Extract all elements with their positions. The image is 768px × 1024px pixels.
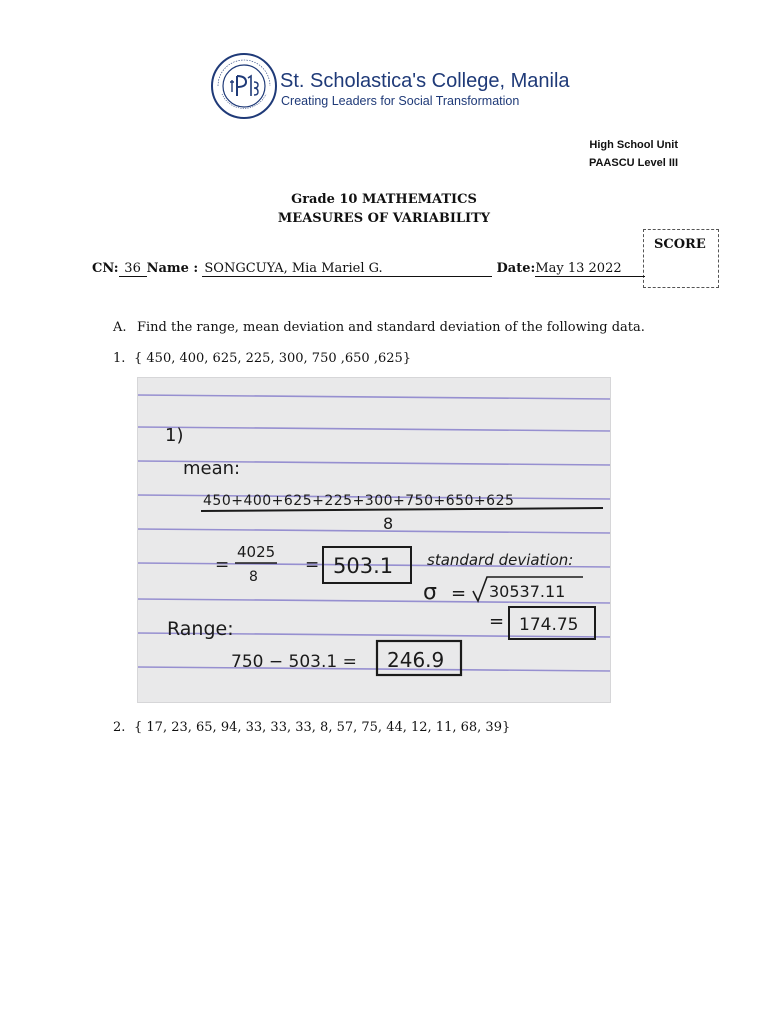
sd-radicand-handwritten: 30537.11	[489, 582, 566, 601]
name-value: SONGCUYA, Mia Mariel G.	[202, 261, 492, 277]
mean-denominator-handwritten: 8	[383, 514, 394, 533]
handwritten-work-photo	[137, 377, 611, 703]
unit-label: High School Unit	[589, 139, 678, 151]
school-name: St. Scholastica's College, Manila	[280, 70, 570, 92]
school-seal-logo	[210, 52, 278, 120]
question-data-set: { 450, 400, 625, 225, 300, 750 ,650 ,625}	[134, 351, 412, 366]
question-number: 1.	[113, 351, 126, 366]
instruction-marker: A.	[113, 320, 127, 335]
school-tagline: Creating Leaders for Social Transformation	[281, 94, 520, 108]
score-label: SCORE	[654, 237, 706, 252]
question-number: 2.	[113, 720, 126, 735]
score-box	[643, 229, 719, 288]
fraction-numerator: 4025	[237, 543, 276, 561]
date-value: May 13 2022	[535, 261, 645, 277]
student-info-line	[92, 261, 645, 277]
equals-sign: =	[489, 611, 505, 632]
equals-sign: =	[305, 555, 320, 575]
equals-sign: =	[451, 583, 467, 604]
fraction-denominator: 8	[249, 569, 258, 585]
range-label-handwritten: Range:	[167, 618, 234, 640]
mean-result-handwritten: 503.1	[333, 554, 394, 578]
mean-numerator-handwritten: 450+400+625+225+300+750+650+625	[203, 493, 515, 509]
sd-label-handwritten: standard deviation:	[427, 551, 574, 569]
question-data-set: { 17, 23, 65, 94, 33, 33, 33, 8, 57, 75, 44, 12, 11, 68, 39}	[134, 720, 511, 735]
range-result-handwritten: 246.9	[387, 648, 445, 672]
equals-sign: =	[215, 555, 230, 575]
sd-result-handwritten: 174.75	[519, 615, 579, 635]
date-label: Date:	[496, 261, 536, 276]
sigma-symbol: σ	[423, 580, 437, 605]
item-number-handwritten: 1)	[165, 425, 184, 446]
range-expression-handwritten: 750 − 503.1 =	[231, 652, 357, 672]
cn-value: 36	[119, 261, 147, 277]
subject-title: Grade 10 MATHEMATICS	[291, 192, 477, 207]
mean-label-handwritten: mean:	[183, 458, 241, 479]
name-label: Name :	[146, 261, 199, 276]
topic-title: MEASURES OF VARIABILITY	[277, 211, 491, 226]
accreditation-label: PAASCU Level III	[588, 157, 678, 169]
cn-label: CN:	[92, 261, 119, 276]
instruction-text: Find the range, mean deviation and standard deviation of the following data.	[137, 320, 645, 335]
